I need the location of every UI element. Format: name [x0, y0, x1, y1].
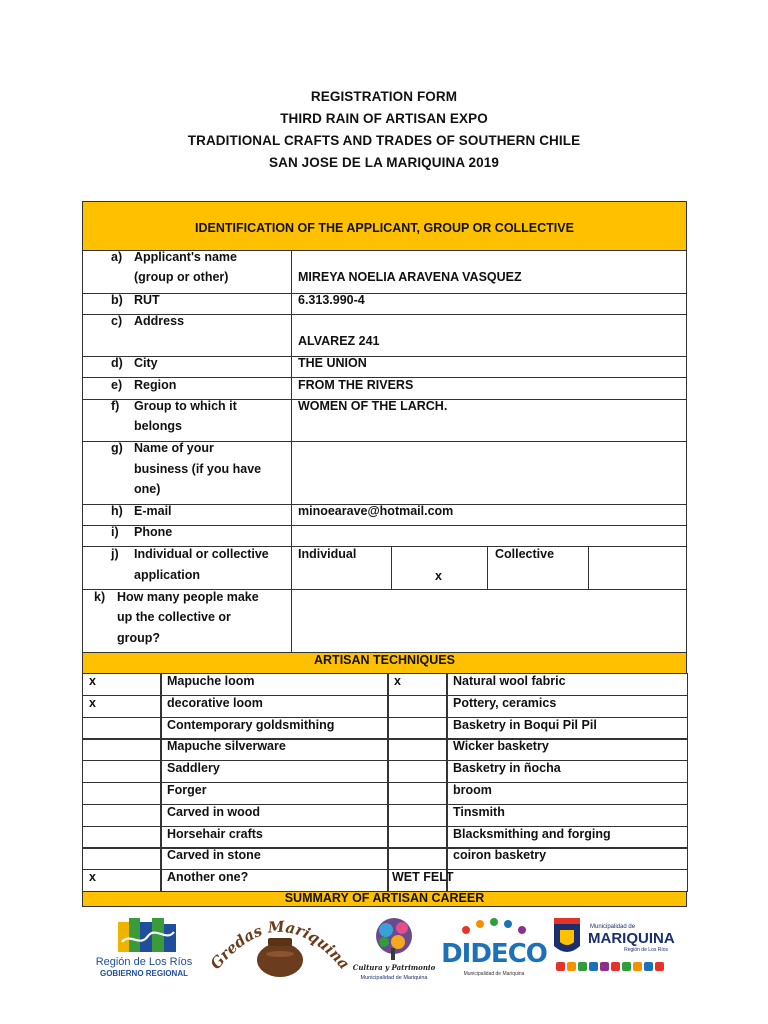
technique-row-8-mark-left-cell	[82, 826, 162, 849]
technique-row-4-technique-right: Wicker basketry	[453, 739, 549, 754]
row-g-letter: g)	[111, 441, 123, 455]
technique-row-10-technique-left: Another one?	[167, 870, 249, 885]
row-g-label-2: business (if you have	[134, 462, 262, 476]
row-j-label-2: application	[134, 568, 200, 582]
dideco-subtitle: Municipalidad de Mariquina	[463, 971, 525, 977]
technique-row-2-technique-right: Pottery, ceramics	[453, 695, 557, 710]
technique-row-10-mark-right: WET FELT	[392, 870, 454, 885]
technique-row-1-technique-right: Natural wool fabric	[453, 674, 566, 688]
technique-row-1-technique-left: Mapuche loom	[167, 674, 255, 688]
technique-row-1-mark-left: x	[89, 674, 96, 688]
rios-subtitle: GOBIERNO REGIONAL	[99, 969, 189, 978]
row-g-label-3: one)	[134, 482, 161, 496]
technique-row-3-technique-left: Contemporary goldsmithing	[167, 717, 335, 732]
technique-row-6-technique-left: Forger	[167, 783, 207, 797]
city-value: THE UNION	[298, 356, 367, 370]
group-value: WOMEN OF THE LARCH.	[298, 399, 448, 413]
form-subtitle-expo: THIRD RAIN OF ARTISAN EXPO	[280, 111, 488, 126]
row-g-value-cell	[291, 441, 687, 505]
technique-row-5-technique-left: Saddlery	[167, 761, 220, 776]
technique-row-7-technique-left: Carved in wood	[167, 804, 261, 819]
technique-row-3-mark-right-cell	[387, 717, 448, 740]
form-subtitle-place: SAN JOSE DE LA MARIQUINA 2019	[269, 155, 499, 170]
technique-row-6-mark-left-cell	[82, 782, 162, 805]
technique-row-7-mark-left-cell	[82, 804, 162, 827]
technique-row-6-technique-right: broom	[453, 783, 492, 797]
collective-label: Collective	[495, 547, 555, 561]
row-k-letter: k)	[94, 590, 106, 604]
gredas-mariquina-logo	[207, 918, 354, 977]
rut-value: 6.313.990-4	[298, 293, 365, 307]
row-f-letter: f)	[111, 399, 120, 413]
technique-row-1-mark-right: x	[394, 674, 401, 688]
summary-heading: SUMMARY OF ARTISAN CAREER	[284, 891, 485, 905]
technique-row-2-mark-left: x	[89, 695, 96, 710]
row-h-letter: h)	[111, 504, 123, 518]
row-j-letter: j)	[111, 547, 119, 561]
row-b-label: RUT	[134, 293, 160, 307]
row-i-label: Phone	[134, 525, 173, 539]
dideco-logo	[441, 918, 547, 977]
cultura-subtitle: Municipalidad de Mariquina	[360, 975, 428, 981]
row-d-label: City	[134, 356, 158, 370]
technique-row-9-technique-left: Carved in stone	[167, 848, 261, 863]
technique-row-8-mark-right-cell	[387, 826, 448, 849]
row-h-label: E-mail	[134, 504, 172, 518]
identification-heading: IDENTIFICATION OF THE APPLICANT, GROUP OR COLLECTIVE	[195, 221, 574, 235]
row-j-label-1: Individual or collective	[134, 547, 269, 561]
technique-row-3-mark-left-cell	[82, 717, 162, 740]
row-k-value-cell	[291, 589, 687, 653]
row-k-label-2: up the collective or	[117, 610, 231, 624]
applicant-name-value: MIREYA NOELIA ARAVENA VASQUEZ	[298, 270, 522, 284]
row-c-label: Address	[134, 314, 185, 328]
technique-row-4-mark-right-cell	[387, 738, 448, 761]
technique-row-8-technique-left: Horsehair crafts	[167, 826, 263, 841]
cultura-patrimonio-logo	[353, 918, 436, 981]
email-value: minoearave@hotmail.com	[298, 504, 454, 518]
cultura-title: Cultura y Patrimonio	[352, 963, 436, 972]
muni-region: Región de Los Ríos	[624, 947, 668, 953]
row-a-label-1: Applicant's name	[134, 250, 237, 264]
row-e-letter: e)	[111, 378, 123, 392]
address-value: ALVAREZ 241	[298, 334, 380, 348]
form-title: REGISTRATION FORM	[310, 89, 458, 104]
region-los-rios-logo	[96, 918, 193, 978]
muni-small: Municipalidad de	[590, 924, 636, 930]
technique-row-4-technique-left: Mapuche silverware	[167, 739, 286, 754]
row-k-label-3: group?	[117, 631, 161, 645]
row-a-letter: a)	[111, 250, 123, 264]
row-f-label-2: belongs	[134, 419, 182, 433]
row-f-label-1: Group to which it	[134, 399, 237, 413]
form-title-block	[0, 86, 768, 174]
technique-row-5-mark-right-cell	[387, 760, 448, 783]
technique-row-7-technique-right: Tinsmith	[453, 804, 505, 819]
row-c-letter: c)	[111, 314, 123, 328]
row-k-label-1: How many people make	[117, 590, 259, 604]
technique-row-2-technique-left: decorative loom	[167, 695, 263, 710]
technique-row-8-technique-right: Blacksmithing and forging	[453, 826, 611, 841]
technique-row-2-mark-right-cell	[387, 695, 448, 718]
row-g-label-1: Name of your	[134, 441, 214, 455]
row-e-label: Region	[134, 378, 177, 392]
municipalidad-mariquina-logo	[554, 918, 675, 971]
region-value: FROM THE RIVERS	[298, 378, 414, 392]
sponsor-logos	[82, 912, 686, 990]
individual-label: Individual	[298, 547, 357, 561]
technique-row-5-mark-left-cell	[82, 760, 162, 783]
techniques-heading: ARTISAN TECHNIQUES	[314, 653, 455, 667]
gredas-title-path: Gredas Mariquina	[206, 917, 354, 973]
individual-mark: x	[435, 569, 442, 583]
technique-row-10-mark-left: x	[89, 870, 96, 885]
technique-row-9-technique-right: coiron basketry	[453, 848, 547, 863]
row-a-label-2: (group or other)	[134, 270, 229, 284]
technique-row-7-mark-right-cell	[387, 804, 448, 827]
rios-title: Región de Los Ríos	[95, 956, 193, 968]
technique-row-3-technique-right: Basketry in Boqui Pil Pil	[453, 717, 597, 732]
collective-mark-cell	[588, 546, 687, 590]
technique-row-5-technique-right: Basketry in ñocha	[453, 761, 561, 776]
row-d-letter: d)	[111, 356, 123, 370]
technique-row-4-mark-left-cell	[82, 738, 162, 761]
row-i-letter: i)	[111, 525, 119, 539]
muni-title: MARIQUINA	[588, 930, 675, 947]
form-subtitle-theme: TRADITIONAL CRAFTS AND TRADES OF SOUTHERN CHILE	[187, 133, 581, 148]
technique-row-6-mark-right-cell	[387, 782, 448, 805]
dideco-title: DIDECO	[441, 939, 547, 969]
row-b-letter: b)	[111, 293, 123, 307]
